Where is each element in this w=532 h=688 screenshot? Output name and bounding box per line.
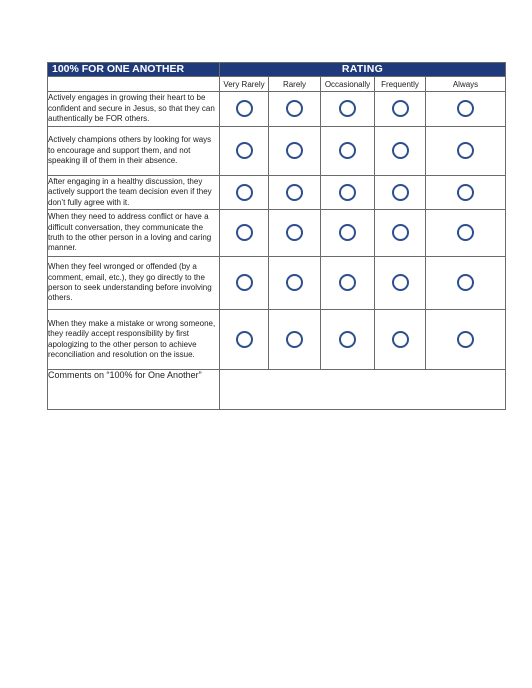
- radio-circle-icon[interactable]: [286, 274, 303, 291]
- header-row: [48, 63, 506, 77]
- radio-circle-icon[interactable]: [286, 331, 303, 348]
- rating-cell-frequently: [375, 127, 426, 176]
- column-labels-blank: [48, 77, 220, 92]
- statement-text: When they make a mistake or wrong someone, they readily accept responsibility by first apologizing to the other person to achieve reconciliation and resolution on the issue.: [48, 310, 220, 370]
- comments-row: [48, 370, 506, 410]
- radio-circle-icon[interactable]: [286, 100, 303, 117]
- radio-circle-icon[interactable]: [286, 184, 303, 201]
- rating-cell-always: [426, 210, 506, 257]
- table-row: [48, 92, 506, 127]
- rating-cell-frequently: [375, 257, 426, 310]
- rating-cell-frequently: [375, 210, 426, 257]
- column-label-occasionally: Occasionally: [321, 77, 375, 92]
- radio-circle-icon[interactable]: [339, 274, 356, 291]
- rating-cell-very-rarely: [220, 210, 269, 257]
- rating-cell-frequently: [375, 310, 426, 370]
- radio-circle-icon[interactable]: [236, 100, 253, 117]
- table-row: [48, 257, 506, 310]
- radio-circle-icon[interactable]: [392, 142, 409, 159]
- rating-cell-occasionally: [321, 257, 375, 310]
- rating-cell-rarely: [269, 310, 321, 370]
- radio-circle-icon[interactable]: [457, 184, 474, 201]
- radio-circle-icon[interactable]: [392, 331, 409, 348]
- rating-cell-occasionally: [321, 310, 375, 370]
- rating-cell-always: [426, 176, 506, 210]
- section-title: 100% FOR ONE ANOTHER: [48, 63, 220, 77]
- rating-cell-occasionally: [321, 127, 375, 176]
- column-label-rarely: Rarely: [269, 77, 321, 92]
- radio-circle-icon[interactable]: [236, 184, 253, 201]
- rating-cell-very-rarely: [220, 127, 269, 176]
- rating-cell-frequently: [375, 92, 426, 127]
- rating-title: RATING: [220, 63, 506, 77]
- rating-cell-rarely: [269, 210, 321, 257]
- radio-circle-icon[interactable]: [457, 274, 474, 291]
- radio-circle-icon[interactable]: [457, 142, 474, 159]
- table-row: [48, 176, 506, 210]
- comments-field[interactable]: [220, 370, 506, 410]
- table-row: [48, 127, 506, 176]
- radio-circle-icon[interactable]: [457, 100, 474, 117]
- radio-circle-icon[interactable]: [392, 100, 409, 117]
- table-row: [48, 210, 506, 257]
- statement-text: Actively engages in growing their heart to be confident and secure in Jesus, so that they can authentically be FOR others.: [48, 92, 220, 127]
- rating-cell-very-rarely: [220, 92, 269, 127]
- rating-cell-very-rarely: [220, 310, 269, 370]
- rating-cell-always: [426, 127, 506, 176]
- rating-cell-rarely: [269, 92, 321, 127]
- rating-cell-always: [426, 92, 506, 127]
- rating-cell-occasionally: [321, 92, 375, 127]
- rating-cell-frequently: [375, 176, 426, 210]
- rating-cell-rarely: [269, 176, 321, 210]
- radio-circle-icon[interactable]: [457, 331, 474, 348]
- radio-circle-icon[interactable]: [339, 224, 356, 241]
- rating-cell-occasionally: [321, 176, 375, 210]
- rating-cell-very-rarely: [220, 176, 269, 210]
- statement-text: When they feel wronged or offended (by a comment, email, etc.), they go directly to the person to seek understanding before involving others.: [48, 257, 220, 310]
- rating-cell-rarely: [269, 127, 321, 176]
- rating-cell-occasionally: [321, 210, 375, 257]
- rating-cell-very-rarely: [220, 257, 269, 310]
- column-label-always: Always: [426, 77, 506, 92]
- statement-text: When they need to address conflict or have a difficult conversation, they communicate the truth to the other person in a loving and caring manner.: [48, 210, 220, 257]
- column-labels-row: [48, 77, 506, 92]
- rating-cell-always: [426, 257, 506, 310]
- radio-circle-icon[interactable]: [392, 224, 409, 241]
- radio-circle-icon[interactable]: [392, 184, 409, 201]
- radio-circle-icon[interactable]: [286, 142, 303, 159]
- rating-table: [47, 62, 506, 410]
- radio-circle-icon[interactable]: [236, 331, 253, 348]
- rating-sheet: [47, 62, 505, 410]
- radio-circle-icon[interactable]: [236, 274, 253, 291]
- radio-circle-icon[interactable]: [339, 100, 356, 117]
- column-label-very-rarely: Very Rarely: [220, 77, 269, 92]
- radio-circle-icon[interactable]: [339, 142, 356, 159]
- statement-text: After engaging in a healthy discussion, they actively support the team decision even if they don’t fully agree with it.: [48, 176, 220, 210]
- statement-text: Actively champions others by looking for ways to encourage and support them, and not speaking ill of them in their absence.: [48, 127, 220, 176]
- radio-circle-icon[interactable]: [392, 274, 409, 291]
- statement-rows: [48, 92, 506, 370]
- radio-circle-icon[interactable]: [339, 184, 356, 201]
- rating-cell-rarely: [269, 257, 321, 310]
- radio-circle-icon[interactable]: [457, 224, 474, 241]
- comments-label: Comments on “100% for One Another”: [48, 370, 220, 410]
- rating-cell-always: [426, 310, 506, 370]
- radio-circle-icon[interactable]: [286, 224, 303, 241]
- table-row: [48, 310, 506, 370]
- column-label-frequently: Frequently: [375, 77, 426, 92]
- radio-circle-icon[interactable]: [236, 142, 253, 159]
- radio-circle-icon[interactable]: [339, 331, 356, 348]
- radio-circle-icon[interactable]: [236, 224, 253, 241]
